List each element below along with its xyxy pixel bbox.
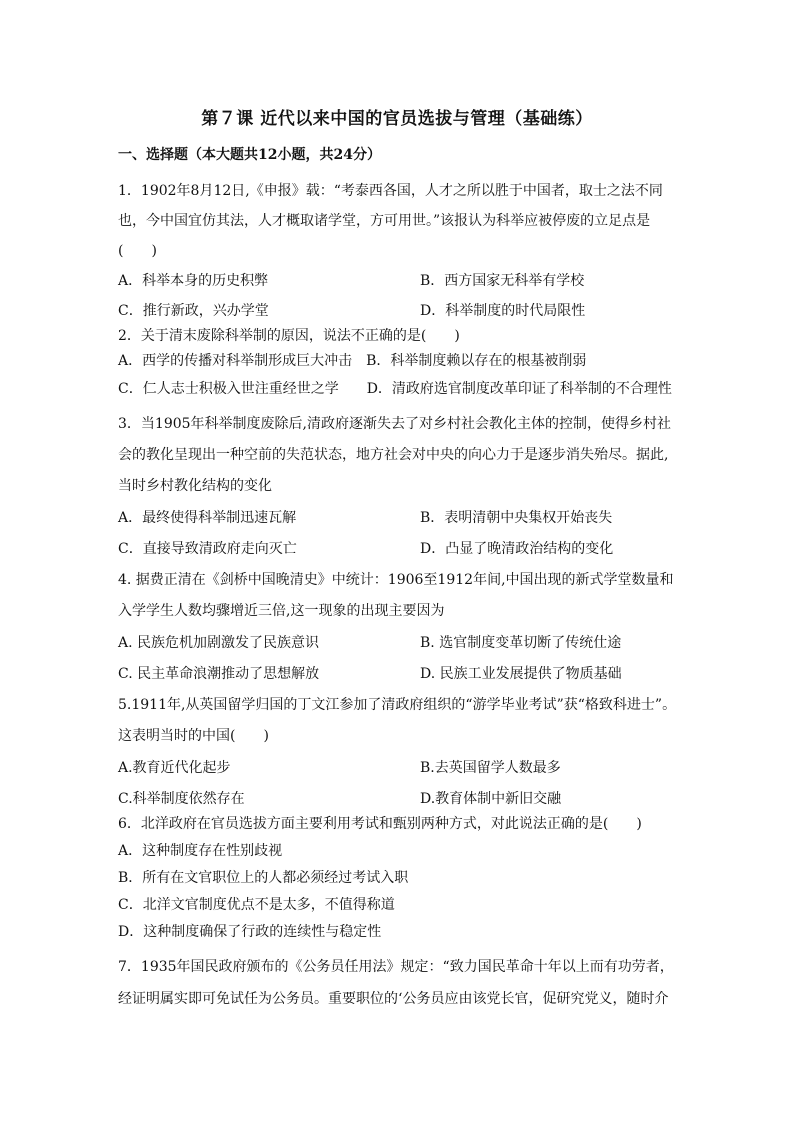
q3-stem-line-1: 3．当1905年科举制度废除后,清政府逐渐失去了对乡村社会教化主体的控制，使得乡村社 [118,416,671,432]
q4-option-b: B. 选官制度变革切断了传统仕途 [420,635,622,651]
q4-option-a: A. 民族危机加剧激发了民族意识 [118,635,320,651]
q2-options-ab: A．西学的传播对科举制形成巨大冲击 B．科举制度赖以存在的根基被削弱 [118,353,587,369]
q1-stem-line-3: ( ) [118,243,157,259]
q3-stem-line-2: 会的教化呈现出一种空前的失范状态，地方社会对中央的向心力于是逐步消失殆尽。据此, [118,447,669,463]
q6-option-d: D．这种制度确保了行政的连续性与稳定性 [118,924,382,940]
q6-stem: 6．北洋政府在官员选拔方面主要利用考试和甄别两种方式，对此说法正确的是( ) [118,816,642,832]
q3-option-d: D．凸显了晚清政治结构的变化 [420,541,614,557]
q7-stem-line-2: 经证明属实即可免试任为公务员。重要职位的‘公务员应由该党长官，促研究党义，随时介 [118,991,669,1007]
q2-stem: 2．关于清末废除科举制的原因，说法不正确的是( ) [118,328,460,344]
q5-option-b: B.去英国留学人数最多 [420,760,561,776]
page-title: 第７课 近代以来中国的官员选拔与管理（基础练） [201,109,593,129]
q6-option-a: A．这种制度存在性别歧视 [118,843,283,859]
q1-option-b: B．西方国家无科举有学校 [420,273,585,289]
q3-option-c: C．直接导致清政府走向灭亡 [118,541,297,557]
q6-option-b: B．所有在文官职位上的人都必须经过考试入职 [118,870,409,886]
q2-options-cd: C．仁人志士积极入世注重经世之学 D．清政府选官制度改革印证了科举制的不合理性 [118,381,672,397]
q3-option-b: B．表明清朝中央集权开始丧失 [420,510,613,526]
q5-option-c: C.科举制度依然存在 [118,791,245,807]
q5-stem-line-1: 5.1911年,从英国留学归国的丁文江参加了清政府组织的“游学毕业考试”获“格致科进士”。 [118,697,677,713]
q4-stem-line-1: 4. 据费正清在《剑桥中国晚清史》中统计：1906至1912年间,中国出现的新式学堂数量和 [118,572,674,588]
q5-stem-line-2: 这表明当时的中国( ) [118,728,269,744]
q5-option-d: D.教育体制中新旧交融 [420,791,562,807]
q1-stem-line-1: 1．1902年8月12日,《申报》载：“考泰西各国，人才之所以胜于中国者，取士之法不同 [118,183,663,199]
section-heading: 一、选择题（本大题共12小题，共24分） [118,147,381,163]
q3-option-a: A．最终使得科举制迅速瓦解 [118,510,297,526]
q5-option-a: A.教育近代化起步 [118,760,231,776]
q6-option-c: C．北洋文官制度优点不是太多，不值得称道 [118,897,395,913]
q3-stem-line-3: 当时乡村教化结构的变化 [118,478,272,494]
q1-option-a: A．科举本身的历史积弊 [118,273,269,289]
q4-stem-line-2: 入学学生人数均骤增近三倍,这一现象的出现主要因为 [118,603,445,619]
q4-option-d: D. 民族工业发展提供了物质基础 [420,666,622,682]
q1-stem-line-2: 也，今中国宜仿其法，人才概取诸学堂，方可用世。”该报认为科举应被停废的立足点是 [118,213,651,229]
q7-stem-line-1: 7．1935年国民政府颁布的《公务员任用法》规定：“致力国民革命十年以上而有功劳者， [118,959,674,975]
q1-option-d: D．科举制度的时代局限性 [420,303,586,319]
q1-option-c: C．推行新政，兴办学堂 [118,303,269,319]
q4-option-c: C. 民主革命浪潮推动了思想解放 [118,666,320,682]
